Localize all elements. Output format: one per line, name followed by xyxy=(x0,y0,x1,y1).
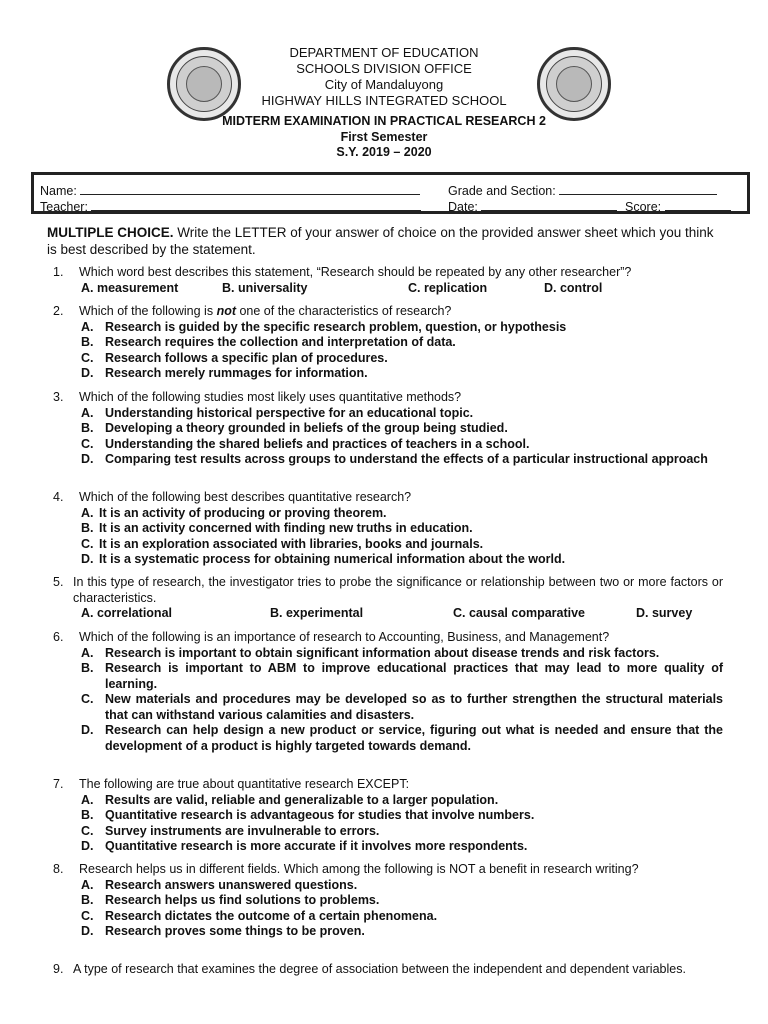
score-label: Score: xyxy=(625,200,662,214)
option-a[interactable]: A. Research answers unanswered questions. xyxy=(81,877,358,892)
question-4 xyxy=(53,490,723,568)
document-header xyxy=(0,45,768,109)
question-7 xyxy=(53,777,723,855)
option-c[interactable]: C. New materials and procedures may be developed so as to further strengthen the structural materials that can withstand various calamities and disasters. xyxy=(81,692,723,722)
date-field[interactable] xyxy=(448,198,617,214)
question-3 xyxy=(53,390,723,468)
option-b[interactable]: B. universality xyxy=(222,280,308,295)
option-d[interactable]: D. control xyxy=(544,280,603,295)
option-c[interactable]: C. Understanding the shared beliefs and practices of teachers in a school. xyxy=(81,436,530,451)
score-blank xyxy=(665,198,731,211)
header-city: City of Mandaluyong xyxy=(324,77,444,92)
header-division: SCHOOLS DIVISION OFFICE xyxy=(296,61,472,76)
question-number: 4. xyxy=(53,490,64,504)
option-c[interactable]: C. Research dictates the outcome of a certain phenomena. xyxy=(81,908,438,923)
option-a[interactable]: A. Results are valid, reliable and generalizable to a larger population. xyxy=(81,792,499,807)
question-number: 6. xyxy=(53,630,64,644)
student-info-box xyxy=(31,172,750,214)
option-a[interactable]: A. measurement xyxy=(81,280,179,295)
grade-section-label: Grade and Section: xyxy=(448,184,556,198)
question-stem: Which of the following studies most likely uses quantitative methods? xyxy=(79,390,462,404)
question-5 xyxy=(53,575,723,622)
option-b[interactable]: B. It is an activity concerned with finding new truths in education. xyxy=(81,521,473,535)
teacher-field[interactable] xyxy=(40,198,421,214)
option-d[interactable]: D. It is a systematic process for obtaining numerical information about the world. xyxy=(81,552,566,566)
option-d[interactable]: D. Research proves some things to be proven. xyxy=(81,924,365,938)
header-department: DEPARTMENT OF EDUCATION xyxy=(289,45,479,60)
question-stem: Which of the following is an importance of research to Accounting, Business, and Management? xyxy=(79,630,610,644)
name-blank xyxy=(80,182,420,195)
date-label: Date: xyxy=(448,200,478,214)
option-c[interactable]: C. causal comparative xyxy=(453,606,586,620)
question-8 xyxy=(53,862,723,940)
option-b[interactable]: B. experimental xyxy=(270,606,364,620)
exam-title: MIDTERM EXAMINATION IN PRACTICAL RESEARCH 2 xyxy=(222,114,546,128)
question-stem: A type of research that examines the degree of association between the independent and dependent variables. xyxy=(73,962,686,976)
question-9 xyxy=(53,962,723,978)
question-6 xyxy=(53,630,723,754)
option-a[interactable]: A. correlational xyxy=(81,606,172,620)
question-number: 3. xyxy=(53,390,64,404)
exam-title-block xyxy=(0,114,768,161)
option-a[interactable]: A. Research is important to obtain significant information about disease trends and risk factors. xyxy=(81,645,660,660)
name-field[interactable] xyxy=(40,182,420,198)
exam-semester: First Semester xyxy=(340,129,428,144)
option-d[interactable]: D. Research merely rummages for information. xyxy=(81,366,368,380)
option-c[interactable]: C. replication xyxy=(408,280,488,295)
question-stem: Which word best describes this statement, “Research should be repeated by any other researcher”? xyxy=(79,265,632,279)
option-b[interactable]: B. Developing a theory grounded in beliefs of the group being studied. xyxy=(81,421,508,435)
option-d[interactable]: D. Research can help design a new product or service, figuring out what is needed and ensure that the development of a product is highly targeted towards demand. xyxy=(81,723,723,753)
instructions-text: Write the LETTER of your answer of choice on the provided answer sheet which you think is best described by the statement. xyxy=(47,225,714,257)
question-stem-emphasis: not xyxy=(216,304,236,318)
instructions-heading: MULTIPLE CHOICE. xyxy=(47,225,174,240)
question-number: 5. xyxy=(53,575,64,589)
question-2 xyxy=(53,304,723,382)
date-blank xyxy=(481,198,617,211)
teacher-blank xyxy=(91,198,421,211)
option-b[interactable]: B. Research is important to ABM to improve educational practices that may lead to more quality of learning. xyxy=(81,661,723,691)
instructions xyxy=(47,224,727,258)
grade-section-blank xyxy=(559,182,717,195)
question-stem-part: Which of the following is xyxy=(79,304,217,318)
header-school: HIGHWAY HILLS INTEGRATED SCHOOL xyxy=(261,93,507,108)
option-c[interactable]: C. Research follows a specific plan of procedures. xyxy=(81,350,388,365)
question-stem: The following are true about quantitative research EXCEPT: xyxy=(79,777,410,791)
score-field[interactable] xyxy=(625,198,731,214)
option-d[interactable]: D. Quantitative research is more accurate if it involves more respondents. xyxy=(81,839,528,853)
option-b[interactable]: B. Quantitative research is advantageous for studies that involve numbers. xyxy=(81,808,535,822)
question-stem-part: one of the characteristics of research? xyxy=(236,304,452,318)
question-stem: In this type of research, the investigator tries to probe the significance or relationship between two or more factors or characteristics. xyxy=(73,575,723,605)
option-a[interactable]: A. It is an activity of producing or proving theorem. xyxy=(81,505,387,520)
option-b[interactable]: B. Research helps us find solutions to problems. xyxy=(81,893,380,907)
option-b[interactable]: B. Research requires the collection and interpretation of data. xyxy=(81,335,456,349)
teacher-label: Teacher: xyxy=(40,200,88,214)
name-label: Name: xyxy=(40,184,77,198)
question-number: 9. xyxy=(53,962,64,976)
option-c[interactable]: C. It is an exploration associated with libraries, books and journals. xyxy=(81,536,484,551)
question-number: 7. xyxy=(53,777,64,791)
options-row xyxy=(53,281,723,297)
grade-section-field[interactable] xyxy=(448,182,717,198)
question-stem: Research helps us in different fields. Which among the following is NOT a benefit in research writing? xyxy=(79,862,639,876)
option-c[interactable]: C. Survey instruments are invulnerable to errors. xyxy=(81,823,380,838)
option-a[interactable]: A. Research is guided by the specific research problem, question, or hypothesis xyxy=(81,319,567,334)
option-d[interactable]: D. survey xyxy=(636,606,693,620)
question-number: 2. xyxy=(53,304,64,318)
option-d[interactable]: D. Comparing test results across groups to understand the effects of a particular instructional approach xyxy=(81,452,708,466)
question-number: 8. xyxy=(53,862,64,876)
options-row xyxy=(53,606,723,622)
option-a[interactable]: A. Understanding historical perspective for an educational topic. xyxy=(81,405,474,420)
exam-school-year: S.Y. 2019 – 2020 xyxy=(336,145,432,159)
question-number: 1. xyxy=(53,265,64,279)
question-stem: Which of the following best describes quantitative research? xyxy=(79,490,412,504)
question-1 xyxy=(53,265,723,296)
